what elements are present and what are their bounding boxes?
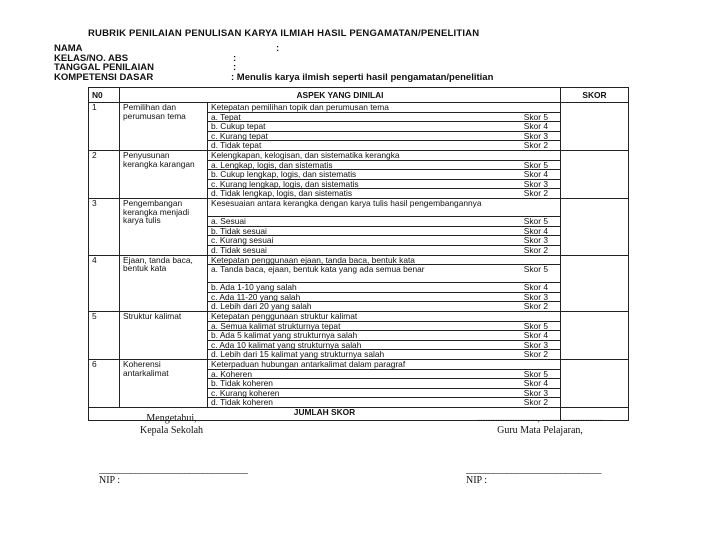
option-text: d. Tidak koheren — [211, 397, 273, 408]
row-criteria — [208, 150, 561, 198]
row-number: 4 — [89, 255, 120, 312]
principal-signature — [140, 413, 203, 437]
option-score: Skor 4 — [523, 121, 548, 132]
option-text: c. Kurang sesuai — [211, 235, 274, 246]
criterion-text: Ketepatan penggunaan struktur kalimat — [211, 311, 358, 322]
teacher-title: Guru Mata Pelajaran, — [497, 425, 583, 436]
header-aspek: ASPEK YANG DINILAI — [120, 88, 561, 103]
table-row — [89, 103, 629, 151]
identity-value: : — [233, 52, 237, 64]
criterion-text: Kesesuaian antara kerangka dengan karya tulis hasil pengembangannya — [211, 197, 482, 208]
option-score: Skor 2 — [523, 349, 548, 360]
criterion-option — [208, 121, 560, 131]
criterion-text: Ketepatan pemilihan topik dan perumusan tema — [211, 102, 389, 112]
option-score: Skor 2 — [523, 244, 548, 255]
identity-value: : Menulis karya ilmish seperti hasil pengamatan/penelitian — [231, 71, 494, 83]
criterion-option — [208, 226, 560, 236]
criterion-option — [208, 330, 560, 340]
identity-label: NAMA — [54, 43, 83, 54]
principal-title: Kepala Sekolah — [140, 425, 204, 436]
option-score: Skor 3 — [523, 235, 548, 246]
criterion-option — [208, 397, 560, 407]
criterion-option — [208, 235, 560, 245]
row-aspect: Ejaan, tanda baca, bentuk kata — [120, 255, 208, 312]
row-score-cell — [561, 312, 629, 360]
row-aspect: Koherensi antarkalimat — [120, 360, 208, 408]
option-score: Skor 5 — [523, 264, 548, 275]
criterion-option — [208, 264, 560, 282]
option-text: c. Ada 11-20 yang salah — [211, 291, 301, 302]
place-date-placeholder: ........................, ........................ — [477, 413, 603, 424]
option-text: b. Cukup lengkap, logis, dan sistematis — [211, 169, 357, 180]
row-number: 3 — [89, 198, 120, 255]
option-text: a. Tanda baca, ejaan, bentuk kata yang ada semua benar — [211, 264, 425, 275]
option-score: Skor 2 — [523, 397, 548, 408]
total-label: JUMLAH SKOR — [89, 408, 561, 421]
option-text: b. Cukup tepat — [211, 121, 266, 132]
option-score: Skor 4 — [523, 330, 548, 341]
option-score: Skor 5 — [523, 159, 548, 170]
row-score-cell — [561, 150, 629, 198]
row-number: 2 — [89, 150, 120, 198]
row-aspect: Struktur kalimat — [120, 312, 208, 360]
option-text: a. Koheren — [211, 368, 252, 379]
option-text: a. Lengkap, logis, dan sistematis — [211, 159, 333, 170]
option-score: Skor 5 — [523, 216, 548, 227]
table-row — [89, 360, 629, 408]
principal-nip-block — [99, 464, 248, 486]
option-score: Skor 3 — [523, 130, 548, 141]
row-aspect: Penyusunan kerangka karangan — [120, 150, 208, 198]
identity-label: KELAS/NO. ABS — [54, 52, 129, 64]
row-criteria — [208, 103, 561, 151]
row-aspect: Pengembangan kerangka menjadi karya tulis — [120, 198, 208, 255]
identity-label: KOMPETENSI DASAR — [54, 71, 154, 83]
criterion-text: Kelengkapan, kelogisan, dan sistematika kerangka — [211, 149, 400, 160]
identity-value: : — [276, 43, 280, 54]
option-score: Skor 3 — [523, 291, 548, 302]
option-text: a. Semua kalimat strukturnya tepat — [211, 320, 341, 331]
option-text: c. Kurang koheren — [211, 387, 280, 398]
criterion-option — [208, 216, 560, 226]
acknowledged-label: Mengetahui, — [146, 413, 197, 424]
criterion-option — [208, 378, 560, 388]
table-header-row — [89, 88, 629, 103]
option-score: Skor 2 — [523, 188, 548, 199]
option-score: Skor 5 — [523, 111, 548, 122]
criterion-option — [208, 369, 560, 379]
option-score: Skor 3 — [523, 339, 548, 350]
row-criteria — [208, 312, 561, 360]
criterion-option — [208, 321, 560, 331]
option-text: b. Tidak sesuai — [211, 225, 267, 236]
identity-label: TANGGAL PENILAIAN — [54, 62, 154, 73]
option-score: Skor 4 — [523, 282, 548, 293]
header-no: N0 — [89, 88, 120, 103]
option-text: d. Tidak tepat — [211, 140, 262, 151]
criterion-option — [208, 131, 560, 141]
option-text: b. Ada 1-10 yang salah — [211, 282, 297, 293]
criterion-option — [208, 349, 560, 359]
row-score-cell — [561, 198, 629, 255]
criterion-option — [208, 140, 560, 150]
criterion-option — [208, 169, 560, 179]
signature-line: _________________________________ — [99, 464, 248, 475]
criterion-text: Keterpaduan hubungan antarkalimat dalam paragraf — [211, 359, 406, 370]
option-score: Skor 3 — [523, 178, 548, 189]
table-row — [89, 255, 629, 312]
option-score: Skor 4 — [523, 169, 548, 180]
criterion-option — [208, 245, 560, 255]
option-text: c. Kurang tepat — [211, 130, 268, 141]
option-score: Skor 3 — [523, 387, 548, 398]
option-text: c. Ada 10 kalimat yang strukturnya salah — [211, 339, 362, 350]
row-score-cell — [561, 360, 629, 408]
table-row — [89, 198, 629, 255]
option-text: d. Tidak lengkap, logis, dan sistematis — [211, 188, 353, 199]
nip-label: NIP : — [99, 475, 121, 486]
row-score-cell — [561, 103, 629, 151]
document-title: RUBRIK PENILAIAN PENULISAN KARYA ILMIAH HASIL PENGAMATAN/PENELITIAN — [88, 28, 480, 39]
row-criteria — [208, 255, 561, 312]
option-text: a. Sesuai — [211, 216, 246, 227]
teacher-signature — [455, 413, 625, 437]
row-score-cell — [561, 255, 629, 312]
option-score: Skor 5 — [523, 368, 548, 379]
option-score: Skor 4 — [523, 225, 548, 236]
option-text: b. Tidak koheren — [211, 378, 273, 389]
option-text: d. Lebih dari 15 kalimat yang strukturnya salah — [211, 349, 385, 360]
option-score: Skor 4 — [523, 378, 548, 389]
identity-value: : — [233, 62, 237, 73]
row-criteria — [208, 198, 561, 255]
criterion-option — [208, 282, 560, 292]
criterion-option — [208, 388, 560, 398]
option-score: Skor 5 — [523, 320, 548, 331]
option-text: d. Lebih dari 20 yang salah — [211, 301, 312, 312]
row-number: 1 — [89, 103, 120, 151]
criterion-option — [208, 340, 560, 350]
signature-line: ______________________________ — [466, 464, 601, 475]
criterion-option — [208, 292, 560, 302]
row-number: 6 — [89, 360, 120, 408]
table-row — [89, 312, 629, 360]
nip-label: NIP : — [466, 475, 488, 486]
row-aspect: Pemilihan dan perumusan tema — [120, 103, 208, 151]
row-number: 5 — [89, 312, 120, 360]
criterion-text: Ketepatan penggunaan ejaan, tanda baca, bentuk kata — [211, 254, 415, 265]
criterion-option — [208, 301, 560, 311]
row-criteria — [208, 360, 561, 408]
option-text: d. Tidak sesuai — [211, 244, 267, 255]
option-score: Skor 2 — [523, 301, 548, 312]
criterion-option — [208, 160, 560, 170]
rubric-table — [88, 87, 629, 421]
criterion-option — [208, 188, 560, 198]
table-row — [89, 150, 629, 198]
option-text: b. Ada 5 kalimat yang strukturnya salah — [211, 330, 358, 341]
option-text: a. Tepat — [211, 111, 241, 122]
criterion-option — [208, 112, 560, 122]
criterion-option — [208, 179, 560, 189]
option-text: c. Kurang lengkap, logis, dan sistematis — [211, 178, 359, 189]
teacher-nip-block — [466, 464, 601, 486]
option-score: Skor 2 — [523, 140, 548, 151]
header-skor: SKOR — [561, 88, 629, 103]
